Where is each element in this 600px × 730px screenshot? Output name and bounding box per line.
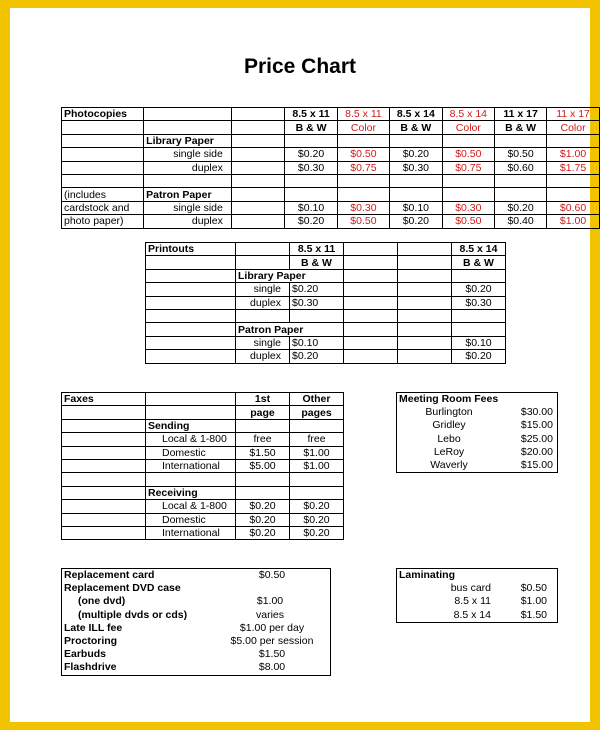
fee-price: $1.00 [256,595,284,608]
mode-header: Color [442,121,494,134]
row-label: duplex [144,161,232,174]
price-cell: $0.30 [290,296,344,309]
price-cell: $0.10 [452,336,506,349]
meeting-room-header: Meeting Room Fees [399,393,499,405]
row-label: duplex [144,215,232,228]
room-price: $30.00 [520,406,553,419]
note-line: photo paper) [62,215,144,228]
price-cell: $0.75 [337,161,389,174]
fee-label: Earbuds [64,648,107,661]
fee-label: (multiple dvds or cds) [78,608,188,621]
fee-price: varies [255,608,284,621]
price-cell: $0.20 [290,350,344,363]
size-header: 8.5 x 11 [290,243,344,256]
list-item [397,433,557,446]
table-row [146,336,506,349]
row-label: Domestic [146,513,236,526]
price-cell: $0.50 [442,148,494,161]
fee-label: Late ILL fee [64,621,123,634]
table-row [62,446,344,459]
list-item [397,419,557,432]
list-item [397,609,557,622]
laminating-price: $1.50 [520,608,547,621]
col-header: page [236,406,290,419]
list-item [397,406,557,419]
fee-label: (one dvd) [78,595,126,608]
price-cell: $0.20 [452,350,506,363]
price-cell: $1.00 [290,446,344,459]
size-header: 8.5 x 11 [337,108,389,121]
price-cell: $0.20 [236,500,290,513]
room-name: Lebo [437,432,461,445]
price-cell: $1.00 [547,148,600,161]
row-label: duplex [236,296,290,309]
row-label: International [146,526,236,539]
price-cell: $0.20 [236,526,290,539]
price-cell: $0.20 [390,148,443,161]
price-cell: $0.50 [337,215,389,228]
laminating-size: 8.5 x 14 [453,608,491,621]
price-cell: $0.50 [495,148,547,161]
table-row [62,215,600,228]
price-cell: $0.20 [390,215,443,228]
price-cell: $0.75 [442,161,494,174]
price-cell: $0.30 [337,201,389,214]
size-header: 8.5 x 14 [452,243,506,256]
table-row [146,296,506,309]
mode-header: B & W [452,256,506,269]
table-row [146,350,506,363]
table-row [62,161,600,174]
row-label: single side [144,201,232,214]
note-line: (includes [62,188,144,201]
price-cell: $0.30 [442,201,494,214]
fee-price: $5.00 per session [230,634,314,647]
section-label: Receiving [146,486,236,499]
price-cell: $0.60 [495,161,547,174]
table-row [62,201,600,214]
row-label: International [146,459,236,472]
price-cell: free [236,433,290,446]
price-cell: $0.50 [337,148,389,161]
fee-price: $0.50 [258,569,286,581]
price-cell: $0.10 [390,201,443,214]
printouts-table [145,242,506,364]
price-cell: $0.30 [390,161,443,174]
mode-header: B & W [495,121,547,134]
room-price: $15.00 [520,419,553,432]
price-cell: $0.20 [452,283,506,296]
laminating-price: $1.00 [520,595,547,608]
table-row [62,148,600,161]
price-cell: $1.00 [290,459,344,472]
table-row [62,459,344,472]
price-cell: $5.00 [236,459,290,472]
row-label: Local & 1-800 [146,500,236,513]
price-cell: $0.30 [285,161,337,174]
price-cell: $0.20 [236,513,290,526]
fee-label: Replacement DVD case [64,582,181,595]
list-item [62,569,330,582]
note-line: cardstock and [62,201,144,214]
price-cell: $1.00 [547,215,600,228]
mode-header: B & W [290,256,344,269]
row-label: single side [144,148,232,161]
fee-price [214,582,330,595]
faxes-header: Faxes [62,393,146,406]
price-cell: $0.50 [442,215,494,228]
room-name: Waverly [430,458,468,471]
size-header: 11 x 17 [495,108,547,121]
row-label: duplex [236,350,290,363]
mode-header: B & W [285,121,337,134]
mode-header: Color [547,121,600,134]
size-header: 11 x 17 [547,108,600,121]
room-name: LeRoy [433,445,465,458]
laminating-size: bus card [450,582,491,595]
meeting-room-fees-box [396,392,558,473]
laminating-header: Laminating [399,569,456,581]
price-cell: $0.10 [285,201,337,214]
mode-header: Color [337,121,389,134]
list-item [62,595,330,608]
mode-header: B & W [390,121,443,134]
col-header: pages [290,406,344,419]
fee-label: Replacement card [64,569,155,581]
faxes-table [61,392,344,540]
laminating-size: 8.5 x 11 [454,595,491,608]
price-cell: $0.20 [285,148,337,161]
price-cell: free [290,433,344,446]
price-cell: $0.60 [547,201,600,214]
row-label: Domestic [146,446,236,459]
printouts-header: Printouts [146,243,236,256]
list-item [62,635,330,648]
section-label: Library Paper [144,134,232,147]
price-cell: $0.20 [290,500,344,513]
price-cell: $0.20 [285,215,337,228]
room-price: $25.00 [520,432,553,445]
list-item [62,609,330,622]
price-cell: $0.20 [290,526,344,539]
fee-label: Flashdrive [64,661,117,674]
price-cell: $1.75 [547,161,600,174]
list-item [397,595,557,608]
section-label: Patron Paper [144,188,232,201]
price-cell: $0.40 [495,215,547,228]
misc-fees-box [61,568,331,676]
room-name: Gridley [432,419,466,432]
row-label: Local & 1-800 [146,433,236,446]
laminating-box [396,568,558,623]
room-price: $15.00 [520,458,553,471]
list-item [397,446,557,459]
table-row [146,283,506,296]
size-header: 8.5 x 14 [390,108,443,121]
price-cell: $0.20 [290,283,344,296]
list-item [397,582,557,595]
table-row [62,526,344,539]
price-cell: $0.20 [495,201,547,214]
fee-price: $1.00 per day [239,621,305,634]
section-label: Sending [146,419,236,432]
section-label: Patron Paper [236,323,344,336]
fee-price: $1.50 [258,648,286,661]
size-header: 8.5 x 11 [285,108,337,121]
list-item [397,459,557,472]
room-price: $20.00 [520,445,553,458]
col-header: Other [290,393,344,406]
col-header: 1st [236,393,290,406]
price-cell: $0.20 [290,513,344,526]
table-row [62,433,344,446]
room-name: Burlington [425,406,473,419]
row-label: single [236,283,290,296]
price-cell: $1.50 [236,446,290,459]
photocopies-header: Photocopies [62,108,144,121]
page-title: Price Chart [243,55,357,78]
size-header: 8.5 x 14 [442,108,494,121]
price-cell: $0.30 [452,296,506,309]
fee-price: $8.00 [258,661,286,674]
section-label: Library Paper [236,269,344,282]
list-item [62,648,330,661]
photocopies-table [61,107,600,229]
price-cell: $0.10 [290,336,344,349]
fee-label: Proctoring [64,634,118,647]
table-row [62,513,344,526]
list-item [62,661,330,674]
list-item [62,582,330,595]
laminating-price: $0.50 [520,582,547,595]
row-label: single [236,336,290,349]
table-row [62,500,344,513]
list-item [62,622,330,635]
